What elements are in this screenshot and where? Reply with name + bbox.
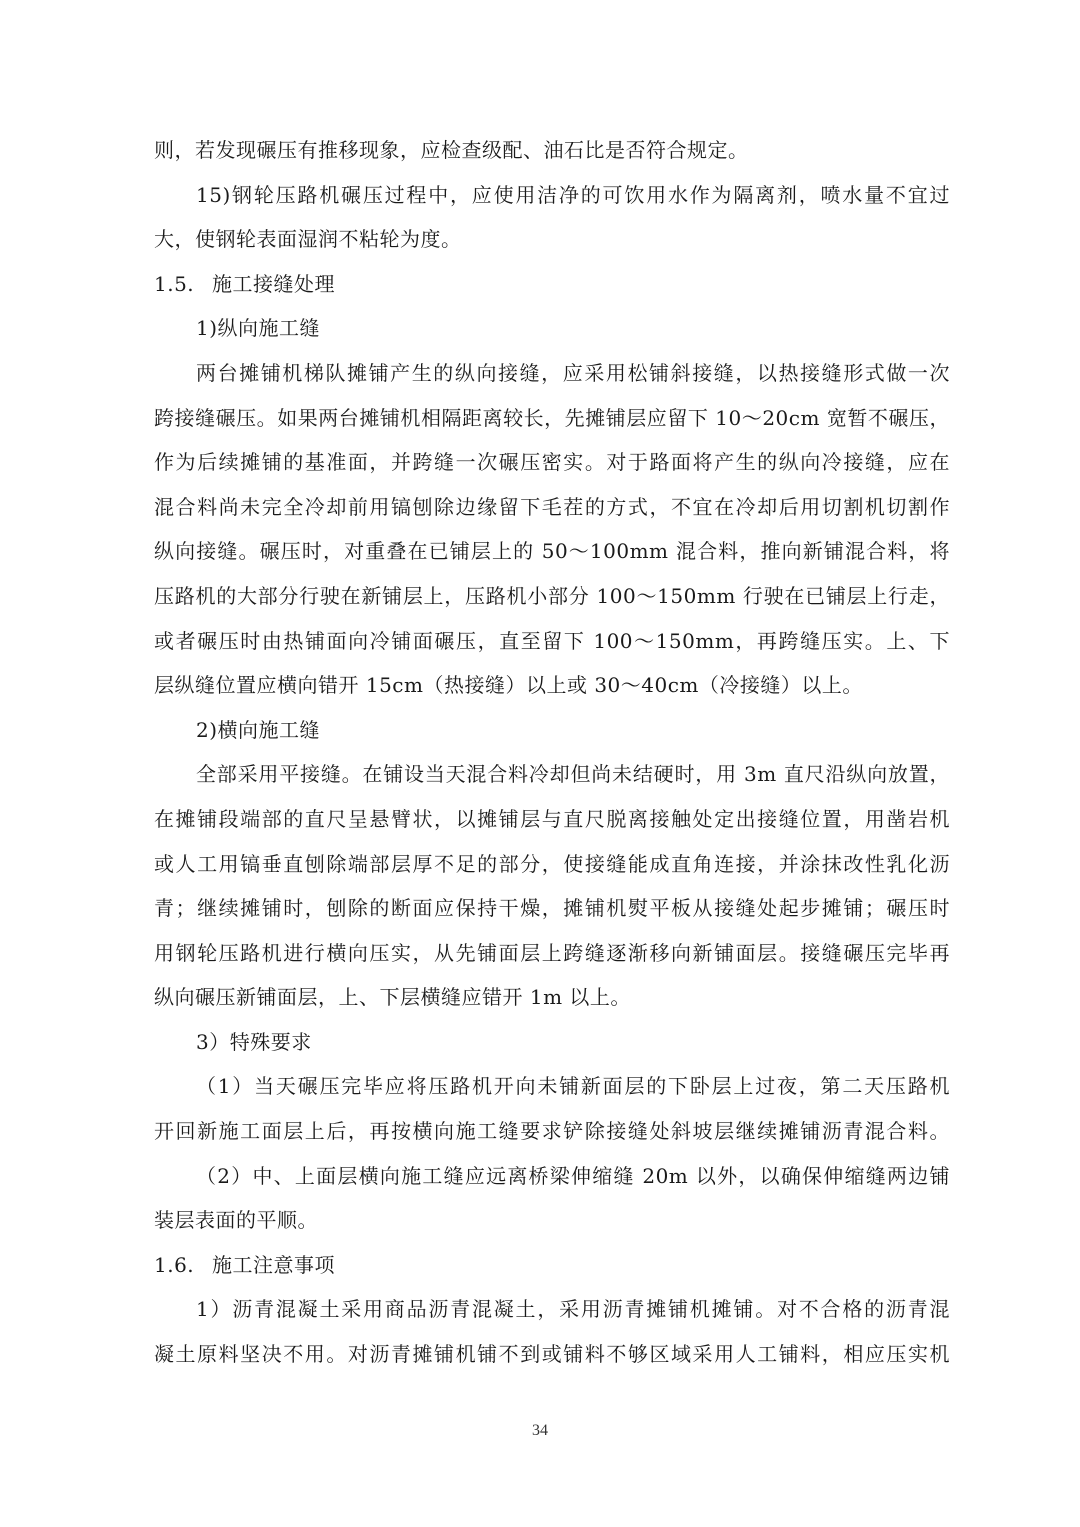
- section-heading-1-6: [154, 1243, 950, 1288]
- text-line: 15)钢轮压路机碾压过程中，应使用洁净的可饮用水作为隔离剂，喷水量不宜过: [196, 182, 950, 207]
- text-line: 装层表面的平顺。: [154, 1208, 318, 1233]
- text-line: 用钢轮压路机进行横向压实，从先铺面层上跨缝逐渐移向新铺面层。接缝碾压完毕再: [154, 940, 950, 965]
- subheading: 3）特殊要求: [196, 1029, 312, 1054]
- text-line: 凝土原料坚决不用。对沥青摊铺机铺不到或铺料不够区域采用人工铺料，相应压实机: [154, 1342, 950, 1367]
- text-line: 混合料尚未完全冷却前用镐刨除边缘留下毛茬的方式，不宜在冷却后用切割机切割作: [154, 494, 950, 519]
- text-line: 则，若发现碾压有推移现象，应检查级配、油石比是否符合规定。: [154, 138, 749, 162]
- text-line: 全部采用平接缝。在铺设当天混合料冷却但尚未结硬时，用 3m 直尺沿纵向放置，: [196, 762, 950, 787]
- body-text: [154, 128, 950, 1377]
- text-line: 开回新施工面层上后，再按横向施工缝要求铲除接缝处斜坡层继续摊铺沥青混合料。: [154, 1119, 950, 1144]
- text-line: （1）当天碾压完毕应将压路机开向未铺新面层的下卧层上过夜，第二天压路机: [196, 1074, 950, 1099]
- text-line: 压路机的大部分行驶在新铺层上，压路机小部分 100～150mm 行驶在已铺层上行走，: [154, 583, 950, 608]
- text-line: 青；继续摊铺时，刨除的断面应保持干燥，摊铺机熨平板从接缝处起步摊铺；碾压时: [154, 896, 950, 921]
- text-line: 大，使钢轮表面湿润不粘轮为度。: [154, 227, 462, 252]
- text-line: 跨接缝碾压。如果两台摊铺机相隔距离较长，先摊铺层应留下 10～20cm 宽暂不碾压，: [154, 405, 950, 430]
- text-line: 在摊铺段端部的直尺呈悬臂状，以摊铺层与直尺脱离接触处定出接缝位置，用凿岩机: [154, 806, 950, 831]
- text-line: 作为后续摊铺的基准面，并跨缝一次碾压密实。对于路面将产生的纵向冷接缝，应在: [154, 450, 950, 475]
- text-line: 或者碾压时由热铺面向冷铺面碾压，直至留下 100～150mm，再跨缝压实。上、下: [154, 628, 950, 653]
- text-line: 纵向碾压新铺面层，上、下层横缝应错开 1m 以上。: [154, 985, 631, 1010]
- section-heading-1-5: [154, 262, 950, 307]
- text-line: 或人工用镐垂直刨除端部层厚不足的部分，使接缝能成直角连接，并涂抹改性乳化沥: [154, 851, 950, 876]
- page-number: 34: [532, 1422, 548, 1439]
- section-number: 1.5.: [154, 271, 195, 296]
- text-line: 层纵缝位置应横向错开 15cm（热接缝）以上或 30～40cm（冷接缝）以上。: [154, 673, 863, 698]
- text-line: 1）沥青混凝土采用商品沥青混凝土，采用沥青摊铺机摊铺。对不合格的沥青混: [196, 1297, 950, 1322]
- text-line: （2）中、上面层横向施工缝应远离桥梁伸缩缝 20m 以外，以确保伸缩缝两边铺: [196, 1163, 950, 1188]
- section-number: 1.6.: [154, 1252, 195, 1277]
- text-line: 两台摊铺机梯队摊铺产生的纵向接缝，应采用松铺斜接缝，以热接缝形式做一次: [196, 360, 950, 385]
- subheading: 2)横向施工缝: [196, 717, 321, 742]
- subheading: 1)纵向施工缝: [196, 316, 321, 341]
- section-title: 施工接缝处理: [212, 271, 335, 296]
- section-title: 施工注意事项: [212, 1252, 335, 1277]
- text-line: 纵向接缝。碾压时，对重叠在已铺层上的 50～100mm 混合料，推向新铺混合料，将: [154, 539, 950, 564]
